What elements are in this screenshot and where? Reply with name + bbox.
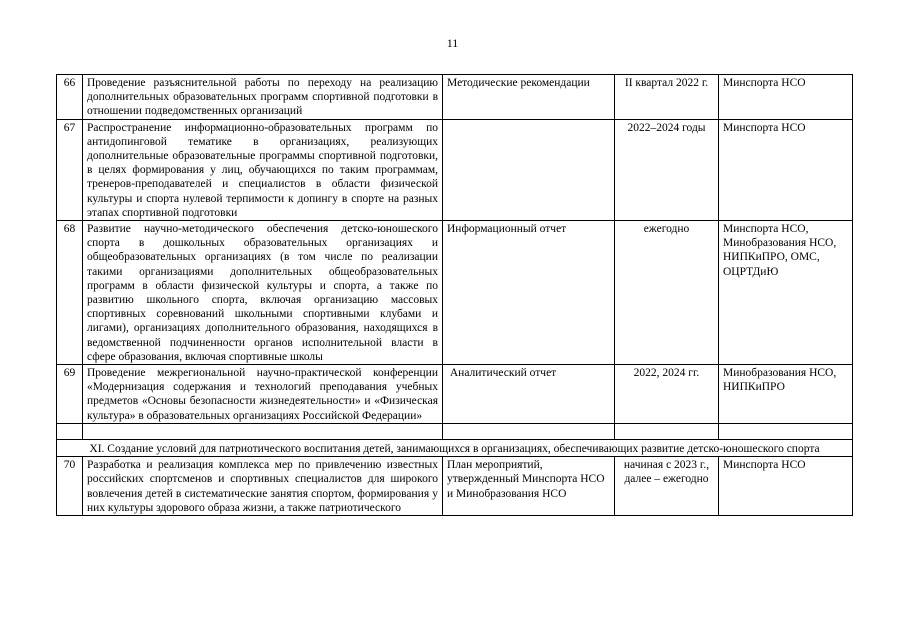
term: 2022, 2024 гг. xyxy=(615,365,719,424)
table-row xyxy=(57,365,853,424)
result-form: Методические рекомендации xyxy=(443,75,615,120)
row-number: 69 xyxy=(57,365,83,424)
result-form xyxy=(443,119,615,220)
term: II квартал 2022 г. xyxy=(615,75,719,120)
action-text: Проведение разъяснительной работы по переходу на реализацию дополнительных образовательных программ спортивной подготовки в отношении подведомственных организаций xyxy=(83,75,443,120)
row-number: 67 xyxy=(57,119,83,220)
responsible: Минспорта НСО, Минобразования НСО, НИПКиПРО, ОМС, ОЦРТДиЮ xyxy=(719,221,853,365)
responsible: Минспорта НСО xyxy=(719,119,853,220)
section-heading-row xyxy=(57,439,853,456)
action-text: Проведение межрегиональной научно-практической конференции «Модернизация содержания и технологий преподавания учебных предметов «Основы безопасности жизнедеятельности» и «Физическая культура» в образовательных организациях Российской Федерации» xyxy=(83,365,443,424)
page-number: 11 xyxy=(446,36,459,50)
action-text: Развитие научно-методического обеспечения детско-юношеского спорта в дошкольных образовательных организациях и общеобразовательных организациях (в том числе по реализации такими организациями дополнительных общеобразовательных программ в области физической культуры и спорта, а также по развитию школьного спорта, включая организацию массовых спортивных соревнований школьными спортивными клубами и лигами), организациях дополнительного образования, находящихся в ведомственной подчиненности органов исполнительной власти в сфере образования, включая спортивные школы xyxy=(83,221,443,365)
row-number: 70 xyxy=(57,457,83,516)
table-row xyxy=(57,119,853,220)
row-number: 68 xyxy=(57,221,83,365)
activity-plan-table xyxy=(56,74,853,516)
result-form: Аналитический отчет xyxy=(443,365,615,424)
table-row xyxy=(57,423,853,439)
result-form: План мероприятий, утвержденный Минспорта НСО и Минобразования НСО xyxy=(443,457,615,516)
result-form: Информационный отчет xyxy=(443,221,615,365)
table-row xyxy=(57,457,853,516)
term: начиная с 2023 г., далее – ежегодно xyxy=(615,457,719,516)
table-row xyxy=(57,75,853,120)
responsible: Минобразования НСО, НИПКиПРО xyxy=(719,365,853,424)
table-row xyxy=(57,221,853,365)
term: ежегодно xyxy=(615,221,719,365)
term: 2022–2024 годы xyxy=(615,119,719,220)
action-text: Разработка и реализация комплекса мер по привлечению известных российских спортсменов и спортивных специалистов для широкого вовлечения детей в систематические занятия спортом, формирования у них культуры здорового образа жизни, а также патриотического xyxy=(83,457,443,516)
responsible: Минспорта НСО xyxy=(719,75,853,120)
responsible: Минспорта НСО xyxy=(719,457,853,516)
section-title: XI. Создание условий для патриотического воспитания детей, занимающихся в организациях, обеспечивающих развитие детско-юношеского спорта xyxy=(57,439,853,456)
row-number: 66 xyxy=(57,75,83,120)
action-text: Распространение информационно-образовательных программ по антидопинговой тематике в организациях, реализующих дополнительные образовательные программы спортивной подготовки, в целях формирования у лиц, обучающихся по таким программам, тренеров-преподавателей и специалистов в области физической культуры и спорта нулевой терпимости к допингу в спорте на разных этапах спортивной подготовки xyxy=(83,119,443,220)
